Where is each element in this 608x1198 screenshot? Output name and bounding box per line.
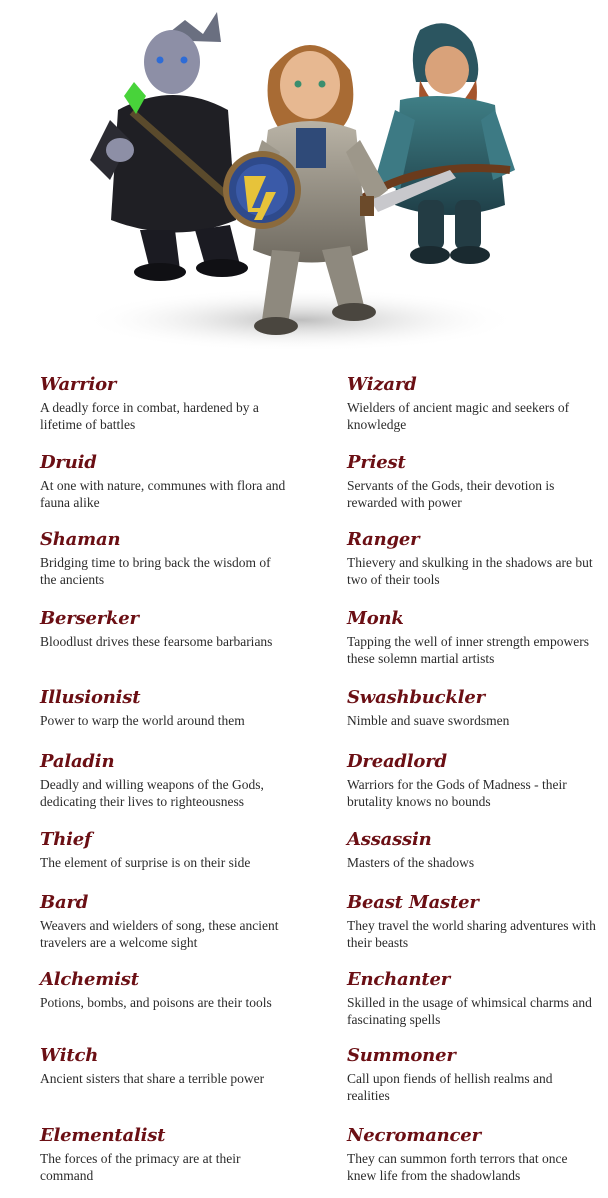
class-description: At one with nature, communes with flora and fauna alike xyxy=(40,478,286,510)
class-entry-assassin xyxy=(347,830,607,871)
class-name: Paladin xyxy=(40,751,115,772)
class-entry-druid xyxy=(40,453,300,511)
class-description: Warriors for the Gods of Madness - their brutality knows no bounds xyxy=(347,777,567,809)
class-name: Necromancer xyxy=(347,1125,481,1146)
class-entry-ranger xyxy=(347,530,607,588)
class-name: Beast Master xyxy=(347,892,479,913)
class-description: Weavers and wielders of song, these ancient travelers are a welcome sight xyxy=(40,918,279,950)
class-entry-swashbuckler xyxy=(347,688,607,729)
class-name: Monk xyxy=(347,608,404,629)
class-description: Servants of the Gods, their devotion is rewarded with power xyxy=(347,478,555,510)
class-entry-necromancer xyxy=(347,1126,607,1184)
class-entry-elementalist xyxy=(40,1126,300,1184)
class-description: Power to warp the world around them xyxy=(40,713,245,728)
class-name: Summoner xyxy=(347,1045,456,1066)
class-entry-alchemist xyxy=(40,970,300,1011)
class-description: The forces of the primacy are at their command xyxy=(40,1151,241,1183)
class-entry-bard xyxy=(40,893,300,951)
class-name: Bard xyxy=(40,892,89,913)
class-description: Nimble and suave swordsmen xyxy=(347,713,510,728)
class-name: Shaman xyxy=(40,529,121,550)
class-name: Warrior xyxy=(40,374,117,395)
class-name: Berserker xyxy=(40,608,139,629)
class-description: They can summon forth terrors that once knew life from the shadowlands xyxy=(347,1151,568,1183)
class-entry-paladin xyxy=(40,752,300,810)
class-name: Ranger xyxy=(347,529,420,550)
class-description: Potions, bombs, and poisons are their tools xyxy=(40,995,272,1010)
class-entry-shaman xyxy=(40,530,300,588)
class-description: Bridging time to bring back the wisdom of the ancients xyxy=(40,555,271,587)
class-description: The element of surprise is on their side xyxy=(40,855,251,870)
class-entry-wizard xyxy=(347,375,607,433)
class-name: Druid xyxy=(40,452,97,473)
class-entry-summoner xyxy=(347,1046,607,1104)
class-name: Witch xyxy=(40,1045,99,1066)
class-name: Illusionist xyxy=(40,687,141,708)
class-name: Elementalist xyxy=(40,1125,166,1146)
class-entry-illusionist xyxy=(40,688,300,729)
class-entry-priest xyxy=(347,453,607,511)
class-name: Dreadlord xyxy=(347,751,447,772)
class-description: Tapping the well of inner strength empowers these solemn martial artists xyxy=(347,634,589,666)
class-entry-beast-master xyxy=(347,893,607,951)
class-entry-berserker xyxy=(40,609,300,650)
class-entry-dreadlord xyxy=(347,752,607,810)
class-name: Assassin xyxy=(347,829,432,850)
class-name: Alchemist xyxy=(40,969,139,990)
class-description: Masters of the shadows xyxy=(347,855,475,870)
class-description: Deadly and willing weapons of the Gods, dedicating their lives to righteousness xyxy=(40,777,264,809)
class-entry-enchanter xyxy=(347,970,607,1028)
class-entry-monk xyxy=(347,609,607,667)
class-name: Wizard xyxy=(347,374,417,395)
class-entry-warrior xyxy=(40,375,300,433)
class-description: Call upon fiends of hellish realms and realities xyxy=(347,1071,553,1103)
class-entry-thief xyxy=(40,830,300,871)
class-description: Bloodlust drives these fearsome barbarians xyxy=(40,634,273,649)
class-name: Priest xyxy=(347,452,406,473)
class-name: Enchanter xyxy=(347,969,451,990)
class-description: Skilled in the usage of whimsical charms and fascinating spells xyxy=(347,995,592,1027)
class-entry-witch xyxy=(40,1046,300,1087)
class-name: Thief xyxy=(40,829,92,850)
class-description: Wielders of ancient magic and seekers of knowledge xyxy=(347,400,570,432)
class-description: Ancient sisters that share a terrible power xyxy=(40,1071,265,1086)
class-description: A deadly force in combat, hardened by a lifetime of battles xyxy=(40,400,259,432)
class-name: Swashbuckler xyxy=(347,687,485,708)
class-description: They travel the world sharing adventures with their beasts xyxy=(347,918,596,950)
class-description: Thievery and skulking in the shadows are but two of their tools xyxy=(347,555,593,587)
